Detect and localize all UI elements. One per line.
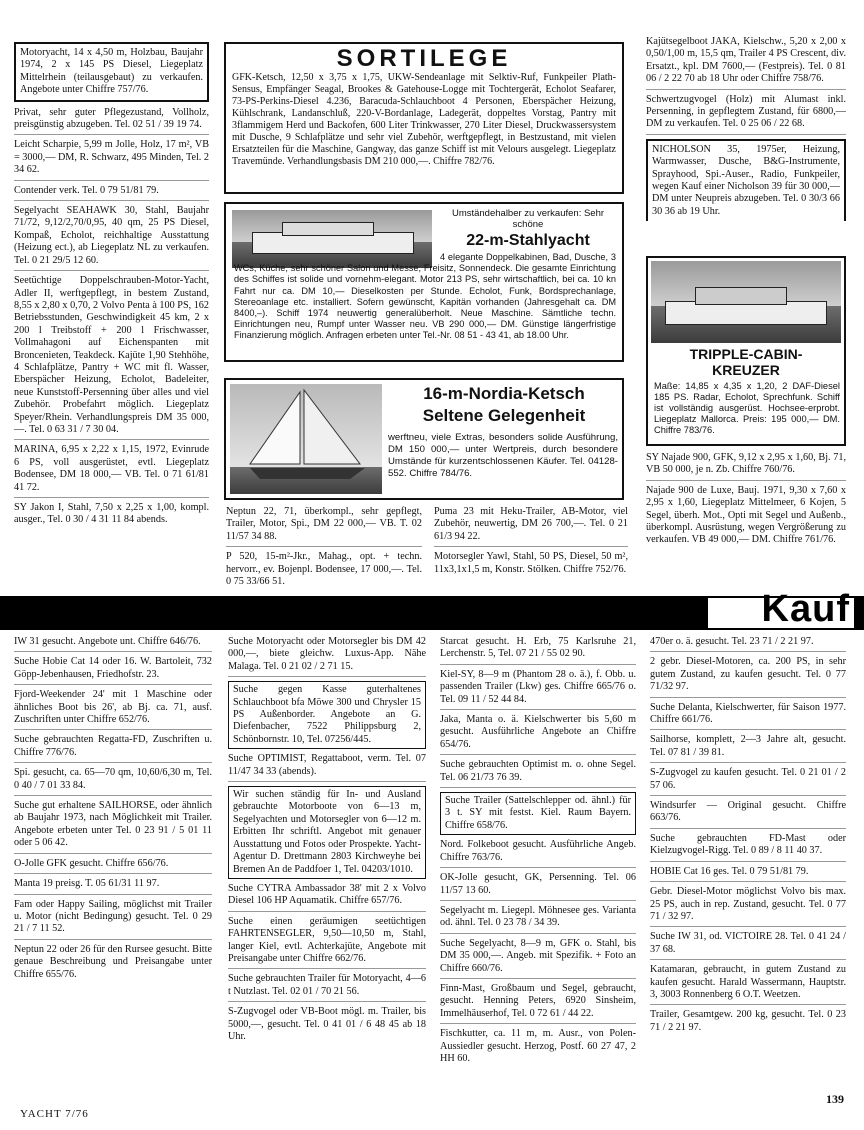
- classified-ad: [14, 107, 209, 136]
- ad-text: Katamaran, gebraucht, in gutem Zustand zu kaufen gesucht. Harald Wassermann, Hauptstr. 3, 3003 Ronnenberg 6 O.T. Weetzen.: [650, 964, 846, 1000]
- ad-text: Spi. gesucht, ca. 65—70 qm, 10,60/6,30 m, Tel. 0 40 / 7 01 33 84.: [14, 767, 212, 791]
- ad-text: Trailer, Gesamtgew. 200 kg, gesucht. Tel. 0 23 71 / 2 21 97.: [650, 1009, 846, 1033]
- sortilege-ad: [224, 42, 624, 194]
- mid-small-ads-right: [434, 506, 628, 583]
- nordia-ad: [224, 378, 624, 500]
- nordia-title: 16-m-Nordia-Ketsch: [423, 384, 585, 403]
- classified-ad: [14, 689, 212, 730]
- ad-text: HOBIE Cat 16 ges. Tel. 0 79 51/81 79.: [650, 865, 809, 877]
- tripple-title: TRIPPLE-CABIN-: [689, 346, 803, 362]
- kauf-column-4: [650, 636, 846, 1041]
- ad-text: Segelyacht m. Liegepl. Möhnesee ges. Varianta od. ähnl. Tel. 0 23 78 / 34 39.: [440, 904, 636, 929]
- classified-ad: [14, 185, 209, 201]
- classified-ad: [14, 139, 209, 180]
- classified-ad: [14, 444, 209, 498]
- stahlyacht-title: 22-m-Stahlyacht: [466, 232, 590, 249]
- page-number: 139: [826, 1092, 844, 1106]
- ad-text: Fischkutter, ca. 11 m, m. Ausr., von Polen-Aussiedler gesucht. Herzog, Postf. 60 27 47, 2 HH 60.: [440, 1028, 636, 1064]
- ad-text: MARINA, 6,95 x 2,22 x 1,15, 1972, Evinrude 6 PS, voll ausgerüstet, evtl. Liegeplatz Bodensee, DM 18 000,— VB. Tel. 0 71 61/81 41 72.: [14, 444, 209, 493]
- classified-ad: [228, 753, 426, 782]
- ad-text: Puma 23 mit Heku-Trailer, AB-Motor, viel Zubehör, neuwertig, DM 26 700,—. Tel. 0 21 61/3 94 22.: [434, 506, 628, 542]
- ad-text: S-Zugvogel oder VB-Boot mögl. m. Trailer, bis 5000,—, gesucht. Tel. 0 41 01 / 6 48 45 ab 18 Uhr.: [228, 1006, 426, 1042]
- nordia-body: werftneu, viele Extras, besonders solide Ausführung, DM 150 000,— unter Wertpreis, durch besondere Umstände für kurzentschlossenen Käufer. Tel. 04128-552. Chiffre 784/76.: [388, 432, 618, 479]
- classified-ad: [440, 872, 636, 901]
- ad-text: Starcat gesucht. H. Erb, 75 Karlsruhe 21, Lerchenstr. 5, Tel. 07 21 / 55 02 90.: [440, 636, 636, 660]
- ad-text: S-Zugvogel zu kaufen gesucht. Tel. 0 21 01 / 2 57 06.: [650, 767, 846, 791]
- classified-ad: [440, 938, 636, 979]
- classified-ad: [14, 275, 209, 440]
- classified-ad: [14, 205, 209, 271]
- sailing-ketch-photo: [230, 384, 382, 494]
- classified-ad: [14, 656, 212, 685]
- footer-magazine: YACHT 7/76: [20, 1108, 89, 1120]
- classified-ad: [440, 983, 636, 1024]
- kauf-column-3: [440, 636, 636, 1072]
- kauf-column-2: [228, 636, 426, 1050]
- ad-text: Kiel-SY, 8—9 m (Phantom 28 o. ä.), f. Obb. u. passenden Trailer (Lkw) ges. Chiffre 665/76 o. Tel. 09 11 / 52 44 84.: [440, 668, 636, 705]
- ad-text: 470er o. ä. gesucht. Tel. 23 71 / 2 21 97.: [650, 636, 814, 647]
- classified-ad: [440, 792, 636, 835]
- cruiser-photo: [651, 261, 841, 343]
- ad-text: Suche gegen Kasse guterhaltenes Schlauchboot bfa Möwe 300 und Chrysler 15 PS Außenborder. Angebote an G. Diefenbacher, 7522 Philippsburg 2, Schönbornstr. 10, Tel. 07256/445.: [233, 684, 421, 745]
- ad-text: SY Najade 900, GFK, 9,12 x 2,95 x 1,60, Bj. 71, VB 50 000, je n. Zb. Chiffre 760/76.: [646, 452, 846, 476]
- classified-ad: [650, 800, 846, 829]
- ad-text: Motoryacht, 14 x 4,50 m, Holzbau, Baujahr 1974, 2 x 145 PS Diesel, Liegeplatz Mittelrhein (teilausgebaut) zu verkaufen. Angebote unter Chiffre 757/76.: [20, 47, 203, 96]
- classified-ad: [14, 734, 212, 763]
- classified-ad: [14, 767, 212, 796]
- sortilege-body: GFK-Ketsch, 12,50 x 3,75 x 1,75, UKW-Sendeanlage mit Selktiv-Ruf, Funkpeiler Plath-Sensus, Empfänger Seagal, Brookes & Gatehouse-Logge mit Tochtergerät, Echolot Seafarer, 73-PS-Perkins-Diesel 4.236, Baracuda-Schlauchboot 4 Personen, Eberspächer Heizung, Kühlschrank, Landanschluß, 220-V-Bordanlage, Ladegerät, doppeltes Vorstag, Pantry mit 3flammigem Herd und Backofen, 600 Liter Trinkwasser, 270 Liter Diesel, Druckwassersystem mit Dusche, 9 Schlafplätze und sehr viel Zubehör, werftgepflegt, in Bestzustand, mit vielen Ersatzteilen für die Maschine, Gangway, das ganze Schiff ist mit Velours ausgelegt. Liegeplatz Travemünde. Verhandlungsbasis DM 210 000,—. Chiffre 782/76.: [232, 72, 616, 167]
- ad-text: Kajütsegelboot JAKA, Kielschw., 5,20 x 2,00 x 0,50/1,00 m, 15,5 qm, Trailer 4 PS Crescent, div. Ersatzt., kpl. DM 7600,— (Festpreis). Tel. 0 81 06 / 2 22 70 ab 18 Uhr oder Chiffre 758/76.: [646, 36, 846, 85]
- ad-text: Suche Segelyacht, 8—9 m, GFK o. Stahl, bis DM 35 000,—. Angeb. mit Spezifik. + Foto an Chiffre 660/76.: [440, 937, 636, 974]
- ad-text: OK-Jolle gesucht, GK, Persenning. Tel. 06 11/57 13 60.: [440, 872, 636, 896]
- ad-text: Wir suchen ständig für In- und Ausland gebrauchte Motorboote von 6—13 m, Segelyachten und Motorsegler von 6—12 m. Erbitten Ihr schriftl. Angebot mit genauer Ausstattung und Fotos oder Prospekte. Yacht-Agentur D. Drettmann 2803 Kirchweyhe bei Bremen An de Paddfoer 1, Tel. 04203/1010.: [233, 789, 421, 875]
- ad-text: Suche gut erhaltene SAILHORSE, oder ähnlich ab Baujahr 1973, nach Möglichkeit mit Trailer. Angebote erbeten unter Tel. 0 23 91 / 5 01 11 oder 5 06 42.: [14, 800, 212, 849]
- ad-text: Suche gebrauchten Trailer für Motoryacht, 4—6 t Nutzlast. Tel. 02 01 / 70 21 56.: [228, 973, 426, 997]
- classified-ad: [228, 681, 426, 749]
- classified-ad: [440, 905, 636, 934]
- ad-text: Suche IW 31, od. VICTOIRE 28. Tel. 0 41 24 / 37 68.: [650, 931, 846, 955]
- classified-ad: [14, 944, 212, 984]
- classified-ad: [228, 973, 426, 1002]
- classified-ad: [650, 833, 846, 862]
- ad-text: P 520, 15-m²-Jkr., Mahag., opt. + techn. hervorr., ev. Bojenpl. Bodensee, 17 000,—. Tel. 0 75 33/66 51.: [226, 551, 422, 588]
- kauf-column-1: [14, 636, 212, 988]
- classified-ad: [650, 734, 846, 763]
- classified-ad: [228, 916, 426, 970]
- ad-text: Neptun 22, 71, überkompl., sehr gepflegt, Trailer, Motor, Spi., DM 22 000,— VB. T. 02 11/57 34 88.: [226, 506, 422, 542]
- classified-ad: [650, 866, 846, 882]
- classified-ad: [440, 636, 636, 665]
- classified-ad: [650, 886, 846, 927]
- classified-ad: [440, 759, 636, 788]
- ad-text: Schwertzugvogel (Holz) mit Alumast inkl. Persenning, in gepflegtem Zustand, für 6800,— DM zu verkaufen. Tel. 0 25 06 / 22 68.: [646, 93, 846, 130]
- ad-text: Gebr. Diesel-Motor möglichst Volvo bis max. 25 PS, auch in rep. Zustand, gesucht. Tel. 0 77 71 / 32 97.: [650, 886, 846, 922]
- classified-ad: [14, 858, 212, 874]
- classified-ad: [646, 94, 846, 135]
- classified-ad: [14, 42, 209, 102]
- classified-ad: [228, 786, 426, 879]
- ad-text: Suche gebrauchten Optimist m. o. ohne Segel. Tel. 06 21/73 76 39.: [440, 759, 636, 783]
- classified-ad: [646, 452, 846, 481]
- nordia-subtitle: Seltene Gelegenheit: [422, 406, 586, 425]
- tripple-subtitle: KREUZER: [712, 362, 780, 378]
- classified-ad: [228, 1006, 426, 1046]
- classified-ad: [646, 36, 846, 90]
- classified-ad: [650, 931, 846, 960]
- column-4-ads: [646, 36, 846, 226]
- column-1-ads: [14, 42, 209, 534]
- classified-ad: [650, 656, 846, 697]
- classified-ad: [14, 878, 212, 894]
- ad-text: Fjord-Weekender 24' mit 1 Maschine oder ähnliches Boot bis 26', ab Bj. ca. 71, ausf. Zuschriften unter Chiffre 652/76.: [14, 689, 212, 726]
- ad-text: 2 gebr. Diesel-Motoren, ca. 200 PS, in sehr gutem Zustand, zu kaufen gesucht. Tel. 0 77 71/32 97.: [650, 656, 846, 693]
- classified-ad: [14, 636, 212, 652]
- classified-ad: [440, 1028, 636, 1068]
- ad-text: Contender verk. Tel. 0 79 51/81 79.: [14, 184, 159, 196]
- ad-text: Suche Trailer (Sattelschlepper od. ähnl.) für 3 t. SY mit festst. Kiel. Raum Bayern. Chiffre 658/76.: [445, 795, 631, 831]
- ad-text: IW 31 gesucht. Angebote unt. Chiffre 646/76.: [14, 636, 201, 647]
- classified-ad: [650, 767, 846, 796]
- ad-text: Suche OPTIMIST, Regattaboot, verm. Tel. 07 11/47 34 33 (abends).: [228, 753, 426, 777]
- classified-ad: [226, 551, 422, 591]
- tripple-body: Maße: 14,85 x 4,35 x 1,20, 2 DAF-Diesel 185 PS. Radar, Echolot, Sprechfunk. Schiff ist vollständig ausgerüst. Hochsee-erprobt. Liegeplatz Mallorca. Preis: 195 000,— DM. Chiffre 783/76.: [654, 381, 840, 435]
- ad-text: Fam oder Happy Sailing, möglichst mit Trailer u. Motor (nicht Bedingung) gesucht. Tel. 0 29 21 / 7 11 52.: [14, 898, 212, 935]
- classified-ad: [226, 506, 422, 547]
- classified-ad: [434, 551, 628, 579]
- classified-ad: [434, 506, 628, 547]
- ad-text: Manta 19 preisg. T. 05 61/31 11 97.: [14, 878, 160, 890]
- ad-text: Leicht Scharpie, 5,99 m Jolle, Holz, 17 m², VB = 3000,— DM, R. Schwarz, 495 Minden, Tel. 2 34 62.: [14, 139, 209, 176]
- classified-ad: [228, 636, 426, 677]
- stahlyacht-body: 4 elegante Doppelkabinen, Bad, Dusche, 3 WCs, Küche, sehr schöner Salon und Messe, Freisitz, Sonnendeck. Die gesamte Einrichtung des Schiffes ist solide und vornehm-elegant. Motor 213 PS, sehr wirtschaftlich, bei ca. 10 kn Fahrt nur ca. DM 10,— Dieselkosten per Stunde. Echolot, Funk, Bordsprechanlage, Stereoanlage etc. installiert. Sofern gewünscht, Kapitän vorhanden (Jahresgehalt ca. DM 8400,–). Schiff 1974 neuwertig generalüberholt. Neue Maschine. Sämtliche techn. Einrichtungen neu, Rumpf unter Wasser neu. VB 290 000,— DM. Günstige längerfristige Finanzierung möglich. Anfragen erbeten unter Tel.-Nr. 08 51 - 43 41, ab 18.00 Uhr.: [234, 252, 616, 341]
- ad-text: Suche gebrauchten Regatta-FD, Zuschriften u. Chiffre 776/76.: [14, 734, 212, 758]
- ad-text: O-Jolle GFK gesucht. Chiffre 656/76.: [14, 857, 169, 869]
- ad-text: Seetüchtige Doppelschrauben-Motor-Yacht, Adler II, werftgepflegt, in bestem Zustand, 8,55 x 2,80 x 0,70, 2 Volvo Penta à 100 PS, 162 Betriebsstunden, Geschwindigkeit 45 km, 2 x 200 l Treibstoff + 200 l Frischwasser, Vollmahagoni auf Eichenspanten mit Broncenieten, Teakdeck. Kajüte 1,90 Stehhöhe, 4 Schlafplätze, Pantry + WC mit fl. Wasser, Eberspächer Heizung, Echolot, Badeleiter, neue Kunststoff-Persenning über alles und viel Zubehör. Probefahrt möglich. Liegeplatz Speyer/Rhein. Verhandlungspreis DM 35 000,—. Tel. 0 63 31 / 7 30 04.: [14, 275, 209, 435]
- tripple-cabin-ad: [646, 256, 846, 446]
- classified-ad: [646, 139, 846, 221]
- classified-ad: [14, 502, 209, 530]
- ad-text: Suche einen geräumigen seetüchtigen FAHRTENSEGLER, 9,50—10,50 m, Stahl, langer Kiel, evtl. Achterkajüte, Angebote mit Preisangabe unter Chiffre 662/76.: [228, 915, 426, 964]
- sortilege-title: SORTILEGE: [336, 45, 512, 72]
- ad-text: Nord. Folkeboot gesucht. Ausführliche Angeb. Chiffre 763/76.: [440, 839, 636, 863]
- ad-text: Finn-Mast, Großbaum und Segel, gebraucht, gesucht. Henning Peters, 6920 Sinsheim, Immelhäuserhof, Tel. 0 72 61 / 44 22.: [440, 982, 636, 1019]
- ad-text: Privat, sehr guter Pflegezustand, Vollholz, preisgünstig abzugeben. Tel. 02 51 / 39 19 74.: [14, 106, 209, 131]
- classified-ad: [440, 669, 636, 710]
- ad-text: Najade 900 de Luxe, Bauj. 1971, 9,30 x 7,60 x 2,95 x 1,60, Liegeplatz Mittelmeer, 6 Kojen, 5 Segel, überh. Mot., Opti mit Segel und Außenb., überkompl. Ausrüstung, wegen Vergrößerung zu verkaufen. VB 49 000,— DM. Chiffre 761/76.: [646, 484, 846, 546]
- classified-ad: [14, 800, 212, 854]
- ad-text: Jaka, Manta o. ä. Kielschwerter bis 5,60 m gesucht. Ausführliche Angebote an Chiffre 654/76.: [440, 714, 636, 750]
- classified-ad: [14, 899, 212, 940]
- ad-text: Suche Hobie Cat 14 oder 16. W. Bartoleit, 732 Göpp-Jebenhausen, Friedhofstr. 23.: [14, 656, 212, 680]
- ad-text: Suche gebrauchten FD-Mast oder Kielzugvogel-Rigg. Tel. 0 89 / 8 11 40 37.: [650, 832, 846, 857]
- ad-text: Windsurfer — Original gesucht. Chiffre 663/76.: [650, 800, 846, 824]
- section-title-kauf: Kauf: [761, 588, 850, 630]
- ad-text: Segelyacht SEAHAWK 30, Stahl, Baujahr 71/72, 9,12/2,70/0,95, 40 qm, 25 PS Diesel, Kompaß, Echolot, reichhaltige Ausstattung (Heizung ect.), ab Liegeplatz NL zu verkaufen. Tel. 0 21 29/5 12 60.: [14, 205, 209, 266]
- classified-ad: [440, 839, 636, 868]
- stahlyacht-intro: Umständehalber zu verkaufen: Sehr schöne: [451, 208, 605, 230]
- stahlyacht-ad: [224, 202, 624, 362]
- classified-ad: [650, 636, 846, 652]
- ad-text: NICHOLSON 35, 1975er, Heizung, Warmwasser, Dusche, B&G-Instrumente, Sprayhood, Spi.-Auser., Radio, Funkpeiler, wegen Kauf einer Nicholson 39 für 30 000,— DM unter Neupreis abzugeben. Tel. 0 30/3 66 30 36 ab 19 Uhr.: [652, 143, 840, 217]
- mid-small-ads-left: [226, 506, 422, 595]
- ad-text: SY Jakon I, Stahl, 7,50 x 2,25 x 1,00, kompl. ausger., Tel. 0 30 / 4 31 11 84 abends.: [14, 502, 209, 526]
- ad-text: Neptun 22 oder 26 für den Rursee gesucht. Bitte genaue Beschreibung und Preisangabe unter Chiffre 655/76.: [14, 943, 212, 980]
- column-4b-ads: [646, 452, 846, 554]
- ad-text: Suche Delanta, Kielschwerter, für Saison 1977. Chiffre 661/76.: [650, 701, 846, 726]
- classified-ad: [650, 1009, 846, 1037]
- classified-ad: [228, 883, 426, 912]
- sails-drawing: [230, 384, 382, 494]
- classified-ad: [650, 702, 846, 731]
- classified-ad: [440, 714, 636, 755]
- classified-ad: [646, 485, 846, 550]
- ad-text: Motorsegler Yawl, Stahl, 50 PS, Diesel, 50 m², 11x3,1x1,5 m, Konstr. Stölken. Chiffre 752/76.: [434, 551, 628, 575]
- ad-text: Suche Motoryacht oder Motorsegler bis DM 42 000,—, biete gleichw. Luxus-App. Nähe Malaga. Tel. 0 21 02 / 2 71 15.: [228, 636, 426, 672]
- classified-ad: [650, 964, 846, 1005]
- ad-text: Suche CYTRA Ambassador 38' mit 2 x Volvo Diesel 106 HP Aquamatik. Chiffre 657/76.: [228, 882, 426, 907]
- ad-text: Sailhorse, komplett, 2—3 Jahre alt, gesucht. Tel. 07 81 / 39 81.: [650, 734, 846, 758]
